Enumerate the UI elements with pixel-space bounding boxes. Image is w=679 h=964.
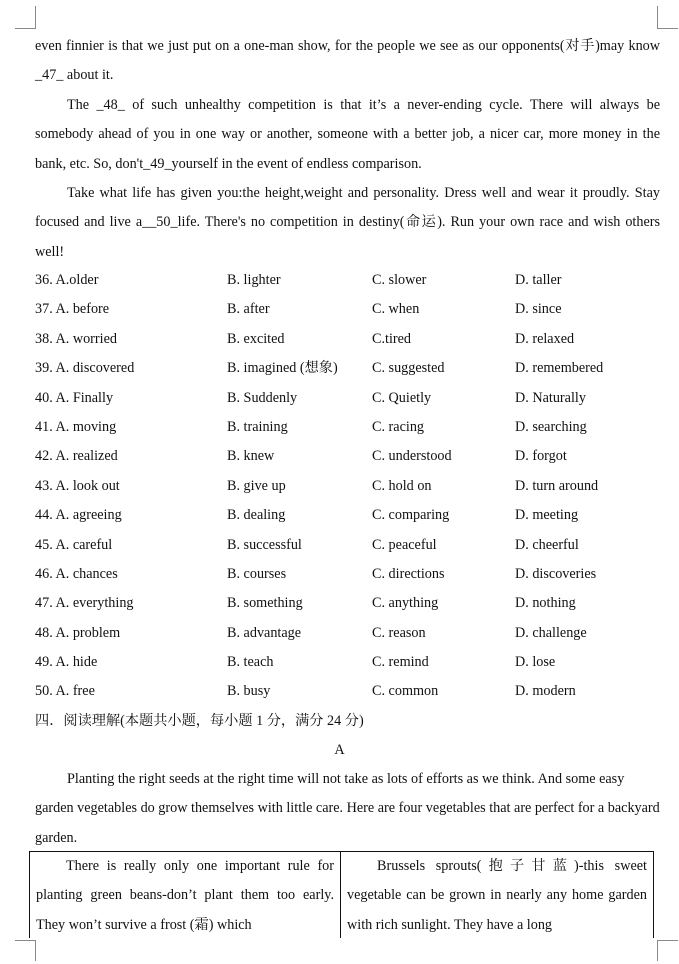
question-row	[35, 295, 655, 324]
table-cell-brussels-sprouts: Brussels sprouts(抱子甘蓝)-this sweet vegetable can be grown in nearly any home garden with rich sunlight. They have a long	[347, 858, 647, 933]
question-option-a: 48. A. problem	[35, 624, 121, 641]
crop-mark-top-right	[657, 6, 678, 29]
question-option-b: B. training	[227, 418, 288, 435]
question-option-a: 46. A. chances	[35, 565, 118, 582]
question-row	[35, 531, 655, 560]
question-row	[35, 619, 655, 648]
question-option-d: D. forgot	[515, 448, 567, 465]
question-option-d: D. since	[515, 301, 562, 318]
question-option-d: D. Naturally	[515, 389, 586, 406]
question-option-c: C.tired	[372, 330, 412, 347]
question-option-a: 38. A. worried	[35, 330, 117, 347]
question-option-a: 40. A. Finally	[35, 389, 114, 406]
question-option-d: D. modern	[515, 683, 576, 700]
question-option-b: B. imagined (想象)	[227, 360, 338, 377]
question-option-b: B. advantage	[227, 624, 302, 641]
question-option-d: D. turn around	[515, 477, 599, 494]
question-option-c: C. racing	[372, 418, 425, 435]
answer-options-list	[35, 266, 655, 707]
passage-paragraph-1: even finnier is that we just put on a one-man show, for the people we see as our opponents(对手)may know _47_ about it.	[35, 38, 660, 84]
question-option-d: D. challenge	[515, 624, 587, 641]
question-option-c: C. hold on	[372, 477, 432, 494]
question-option-d: D. taller	[515, 272, 562, 288]
question-option-a: 36. A.older	[35, 272, 99, 288]
question-option-a: 45. A. careful	[35, 536, 113, 553]
question-option-c: C. remind	[372, 654, 429, 671]
question-option-d: D. lose	[515, 654, 556, 671]
question-option-a: 42. A. realized	[35, 448, 118, 465]
question-option-c: C. reason	[372, 624, 426, 641]
question-option-c: C. directions	[372, 565, 445, 582]
question-option-c: C. peaceful	[372, 536, 437, 553]
question-option-a: 49. A. hide	[35, 654, 98, 671]
question-option-b: B. busy	[227, 683, 271, 700]
question-row	[35, 354, 655, 383]
crop-mark-bottom-right	[657, 940, 678, 961]
question-option-a: 43. A. look out	[35, 477, 120, 494]
question-option-a: 50. A. free	[35, 683, 95, 700]
vegetable-table	[29, 851, 654, 938]
question-option-a: 44. A. agreeing	[35, 507, 122, 524]
question-option-b: B. successful	[227, 536, 302, 553]
question-option-b: B. teach	[227, 654, 274, 671]
crop-mark-bottom-left	[15, 940, 36, 961]
question-option-d: D. meeting	[515, 507, 579, 524]
question-option-d: D. searching	[515, 418, 587, 435]
question-option-c: C. common	[372, 683, 439, 700]
question-option-c: C. when	[372, 301, 420, 318]
question-row	[35, 384, 655, 413]
passage-paragraph-3: Take what life has given you:the height,weight and personality. Dress well and wear it proudly. Stay focused and live a__50_life. There's no competition in destiny(命运). Run your own race and wish others well!	[35, 185, 660, 260]
question-option-b: B. after	[227, 301, 270, 318]
question-option-b: B. Suddenly	[227, 389, 298, 406]
question-option-b: B. dealing	[227, 507, 286, 524]
question-row	[35, 648, 655, 677]
question-option-b: B. lighter	[227, 272, 281, 288]
question-option-d: D. discoveries	[515, 565, 597, 582]
question-row	[35, 266, 655, 295]
crop-mark-top-left	[15, 6, 36, 29]
question-option-b: B. give up	[227, 477, 286, 494]
question-option-a: 41. A. moving	[35, 418, 117, 435]
passage-paragraph-2: The _48_ of such unhealthy competition is that it’s a never-ending cycle. There will always be somebody ahead of you in one way or another, someone with a better job, a nicer car, more money in the bank, etc. So, don't_49_yourself in the event of endless comparison.	[35, 97, 660, 172]
question-option-b: B. courses	[227, 565, 287, 582]
question-row	[35, 472, 655, 501]
question-row	[35, 589, 655, 618]
question-option-d: D. nothing	[515, 595, 576, 612]
question-option-b: B. knew	[227, 448, 275, 465]
question-option-d: D. remembered	[515, 360, 604, 377]
section-heading: 四．阅读理解(本题共小题，每小题 1 分，满分 24 分)	[35, 713, 364, 729]
question-row	[35, 677, 655, 706]
article-intro: Planting the right seeds at the right time will not take as lots of efforts as we think. And some easy garden vegetables do grow themselves with little care. Here are four vegetables that are perfect for a backyard garden.	[35, 771, 660, 846]
question-option-c: C. Quietly	[372, 389, 432, 406]
question-option-a: 47. A. everything	[35, 595, 134, 612]
question-option-d: D. cheerful	[515, 536, 579, 553]
question-option-a: 39. A. discovered	[35, 360, 135, 377]
table-cell-green-beans: There is really only one important rule for planting green beans-don’t plant them too early. They won’t survive a frost (霜) which	[30, 852, 341, 938]
question-row	[35, 560, 655, 589]
question-option-c: C. slower	[372, 272, 427, 288]
question-option-c: C. suggested	[372, 360, 445, 377]
question-option-c: C. comparing	[372, 507, 450, 524]
question-option-b: B. something	[227, 595, 303, 612]
question-row	[35, 325, 655, 354]
question-option-b: B. excited	[227, 330, 285, 347]
question-option-c: C. understood	[372, 448, 452, 465]
question-option-a: 37. A. before	[35, 301, 110, 318]
article-label: A	[334, 742, 345, 758]
question-row	[35, 413, 655, 442]
question-option-c: C. anything	[372, 595, 439, 612]
question-row	[35, 442, 655, 471]
question-row	[35, 501, 655, 530]
question-option-d: D. relaxed	[515, 330, 575, 347]
